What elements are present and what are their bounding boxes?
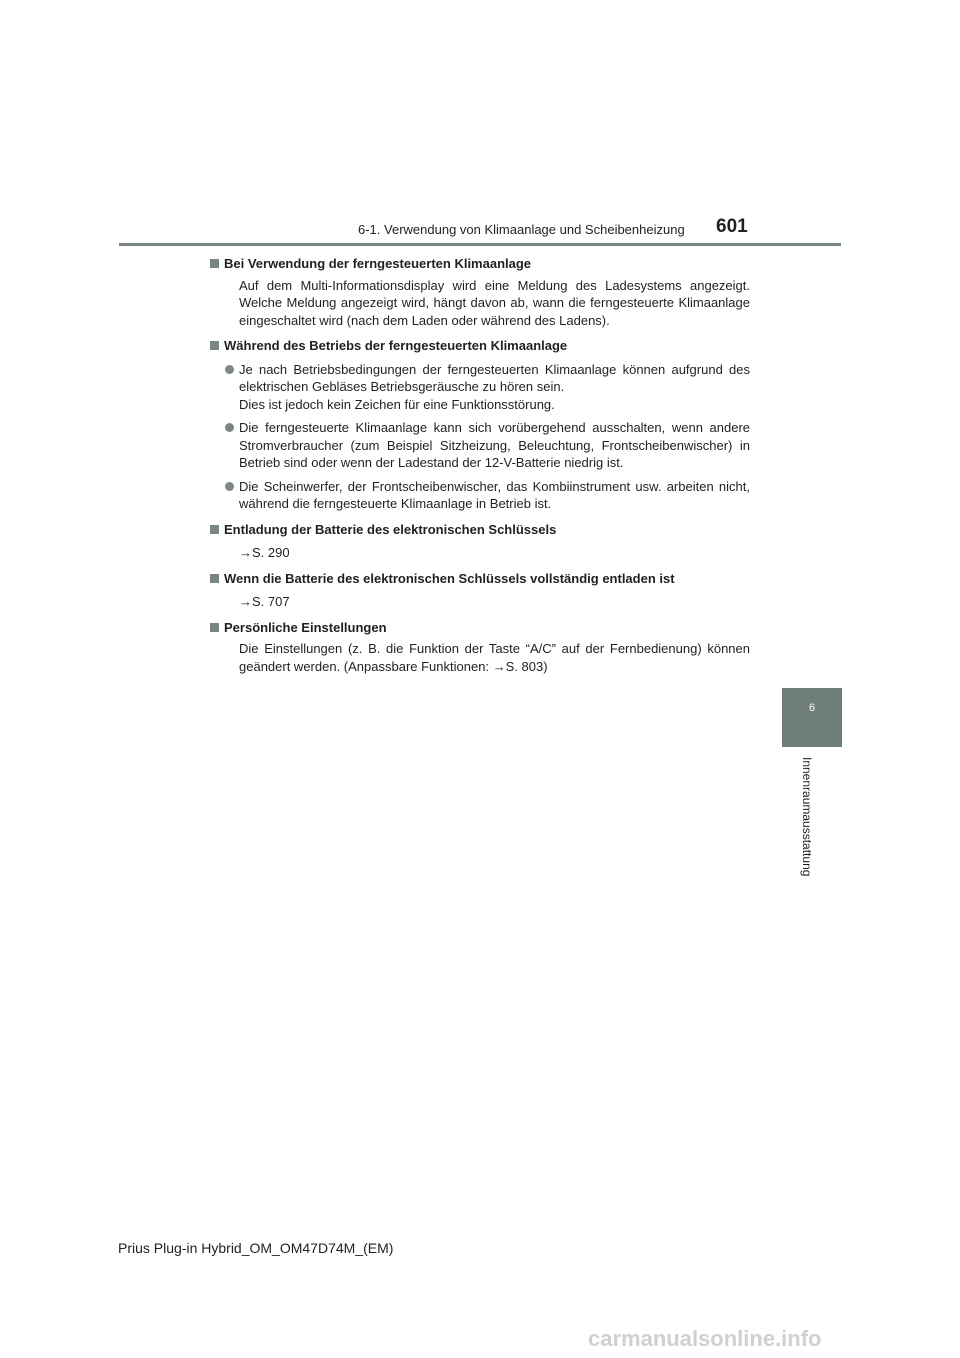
section-heading-text: Während des Betriebs der ferngesteuerten Klimaanlage [224,338,568,353]
round-bullet-icon [225,423,234,432]
page-reference: →S. 290 [239,545,290,560]
bullet-text: Die ferngesteuerte Klimaanlage kann sich vorübergehend ausschalten, wenn andere Stromverbraucher (zum Beispiel Sitzheizung, Beleuchtung, Frontscheibenwischer) in Betrieb sind oder wenn der Ladestand der 12-V-Batterie niedrig ist. [239,420,750,470]
bullet-item [210,419,750,472]
bullet-item [210,478,750,513]
chapter-title: 6-1. Verwendung von Klimaanlage und Scheibenheizung [358,222,685,237]
section-heading-text: Bei Verwendung der ferngesteuerten Klimaanlage [224,256,532,271]
section-heading [210,521,750,539]
square-bullet-icon [210,623,219,632]
bullet-text: Dies ist jedoch kein Zeichen für eine Funktionsstörung. [239,396,555,412]
section-heading-text: Wenn die Batterie des elektronischen Schlüssels vollständig entladen ist [224,570,675,586]
square-bullet-icon [210,341,219,350]
page-reference: →S. 707 [239,594,290,609]
watermark: carmanualsonline.info [588,1326,822,1351]
round-bullet-icon [225,365,234,374]
bullet-text: Die Scheinwerfer, der Frontscheibenwischer, das Kombiinstrument usw. arbeiten nicht, während die ferngesteuerte Klimaanlage in Betrieb ist. [239,478,750,511]
footer-document-id: Prius Plug-in Hybrid_OM_OM47D74M_(EM) [118,1240,394,1256]
page-number: 601 [716,216,748,237]
header-divider [119,243,841,246]
chapter-tab-number: 6 [808,702,816,714]
square-bullet-icon [210,525,219,534]
bullet-text: Je nach Betriebsbedingungen der ferngesteuerten Klimaanlage können aufgrund des elektrischen Gebläses Betriebsgeräusche zu hören sein. [239,361,750,394]
section-heading [210,570,750,588]
bullet-item [210,361,750,414]
section-text: Auf dem Multi-Informationsdisplay wird eine Meldung des Ladesystems angezeigt. Welche Meldung angezeigt wird, hängt davon ab, wann die ferngesteuerte Klimaanlage eingeschaltet wird (nach dem Laden oder während des Ladens). [239,277,750,328]
chapter-tab [782,688,842,747]
square-bullet-icon [210,259,219,268]
section-heading-text: Entladung der Batterie des elektronischen Schlüssels [224,521,557,537]
chapter-tab-label: Innenraumausstattung [800,757,814,877]
section-heading-text: Persönliche Einstellungen [224,619,387,635]
section-heading [210,337,750,355]
round-bullet-icon [225,482,234,491]
square-bullet-icon [210,574,219,583]
section-heading [210,619,750,637]
page-content [210,255,750,675]
section-heading [210,255,750,273]
section-text: Die Einstellungen (z. B. die Funktion der Taste “A/C” auf der Fernbedienung) können geändert werden. (Anpassbare Funktionen: →S. 803) [239,641,750,674]
